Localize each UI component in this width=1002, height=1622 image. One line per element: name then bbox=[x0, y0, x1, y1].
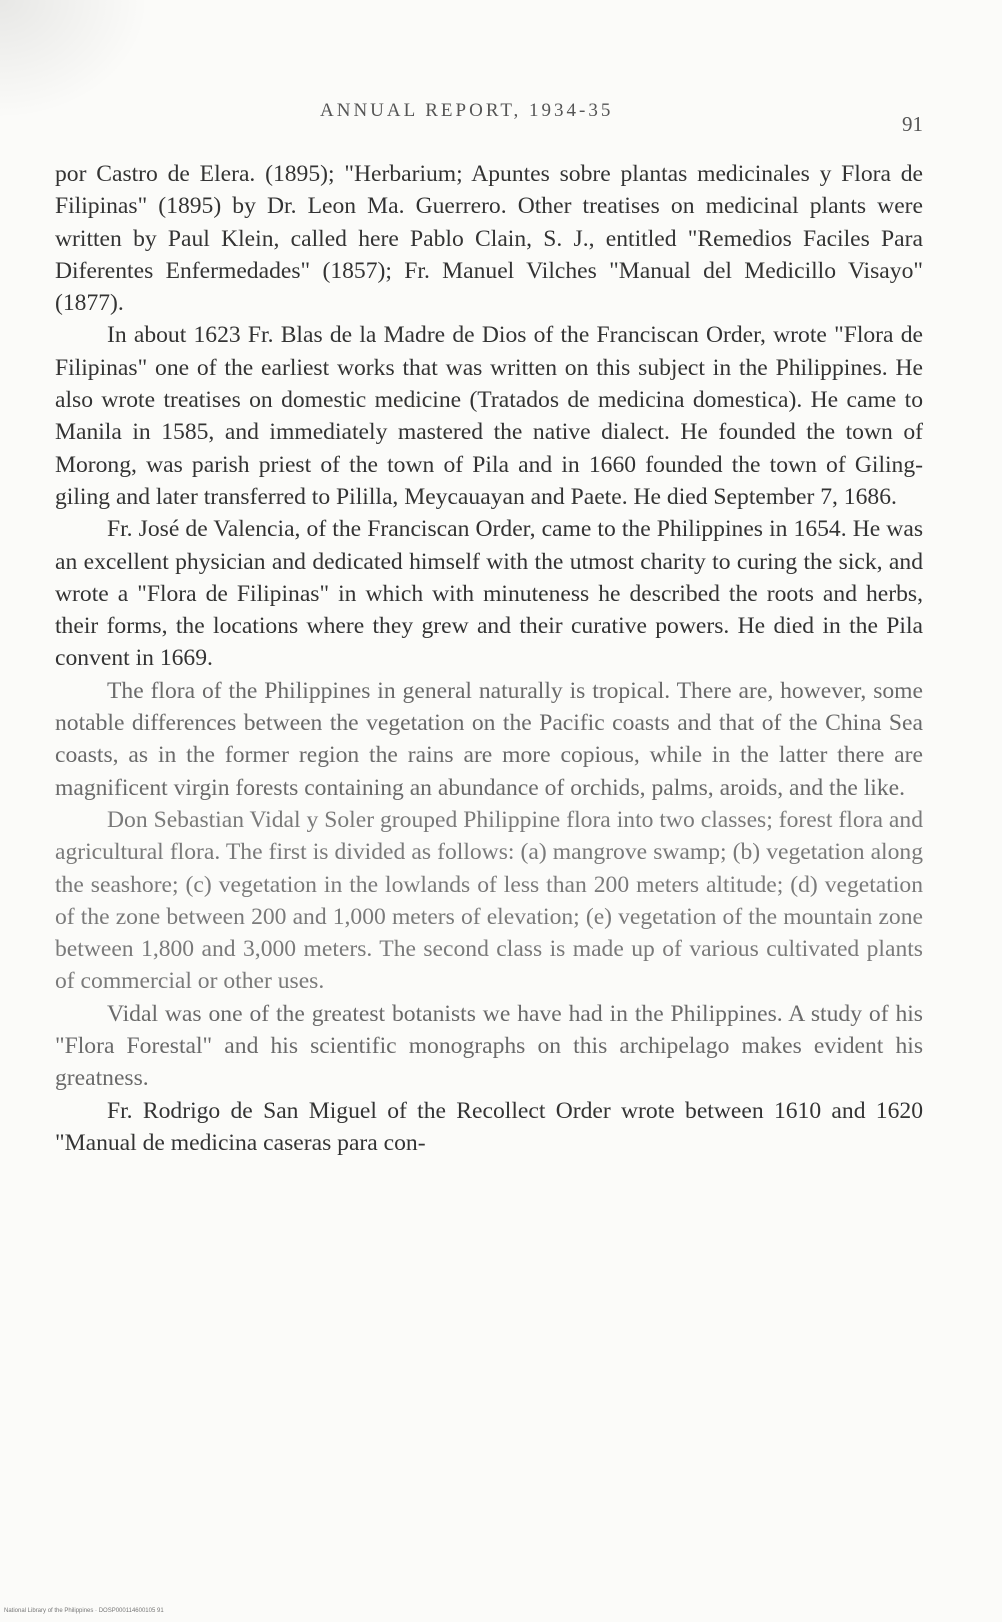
page-number: 91 bbox=[902, 112, 923, 136]
running-head: ANNUAL REPORT, 1934-35 bbox=[320, 100, 614, 121]
paragraph-4: The flora of the Philippines in general naturally is tropical. There are, however, some notable differences between the vegetation on the Pacific coasts and that of the China Sea coasts, as in the former region the rains are more copious, while in the latter there are magnificent virgin forests containing an abundance of orchids, palms, aroids, and the like. bbox=[55, 677, 923, 801]
paragraph-2: In about 1623 Fr. Blas de la Madre de Dios of the Franciscan Order, wrote "Flora de Filipinas" one of the earliest works that was written on this subject in the Philippines. He also wrote treatises on domestic medicine (Tratados de medicina domestica). He came to Manila in 1585, and immediately mastered the native dialect. He founded the town of Morong, was parish priest of the town of Pila and in 1660 founded the town of Giling-giling and later transferred to Pililla, Meycauayan and Paete. He died September 7, 1686. bbox=[55, 322, 923, 510]
paragraph-5: Don Sebastian Vidal y Soler grouped Philippine flora into two classes; forest flora and agricultural flora. The first is divided as follows: (a) mangrove swamp; (b) vegetation along the seashore; (c) vegetation in the lowlands of less than 200 meters altitude; (d) vegetation of the zone between 200 and 1,000 meters of elevation; (e) vegetation of the mountain zone between 1,800 and 3,000 meters. The second class is made up of various cultivated plants of commercial or other uses. bbox=[55, 806, 923, 995]
body-text bbox=[55, 158, 923, 1159]
scan-shadow bbox=[0, 0, 150, 120]
paragraph-1: por Castro de Elera. (1895); "Herbarium; Apuntes sobre plantas medicinales y Flora de Filipinas" (1895) by Dr. Leon Ma. Guerrero. Other treatises on medicinal plants were written by Paul Klein, called here Pablo Clain, S. J., entitled "Remedios Faciles Para Diferentes Enfermedades" (1857); Fr. Manuel Vilches "Manual del Medicillo Visayo" (1877). bbox=[55, 161, 923, 317]
paragraph-3: Fr. José de Valencia, of the Franciscan Order, came to the Philippines in 1654. He was an excellent physician and dedicated himself with the utmost charity to curing the sick, and wrote a "Flora de Filipinas" in which with minuteness he described the roots and herbs, their forms, the locations where they grew and their curative powers. He died in the Pila convent in 1669. bbox=[55, 516, 923, 672]
paragraph-7: Fr. Rodrigo de San Miguel of the Recollect Order wrote between 1610 and 1620 "Manual de medicina caseras para con- bbox=[55, 1097, 923, 1156]
source-footer: National Library of the Philippines · DOSP000114600105 91 bbox=[4, 1608, 164, 1614]
paragraph-6: Vidal was one of the greatest botanists we have had in the Philippines. A study of his "Flora Forestal" and his scientific monographs on this archipelago makes evident his greatness. bbox=[55, 1000, 923, 1092]
